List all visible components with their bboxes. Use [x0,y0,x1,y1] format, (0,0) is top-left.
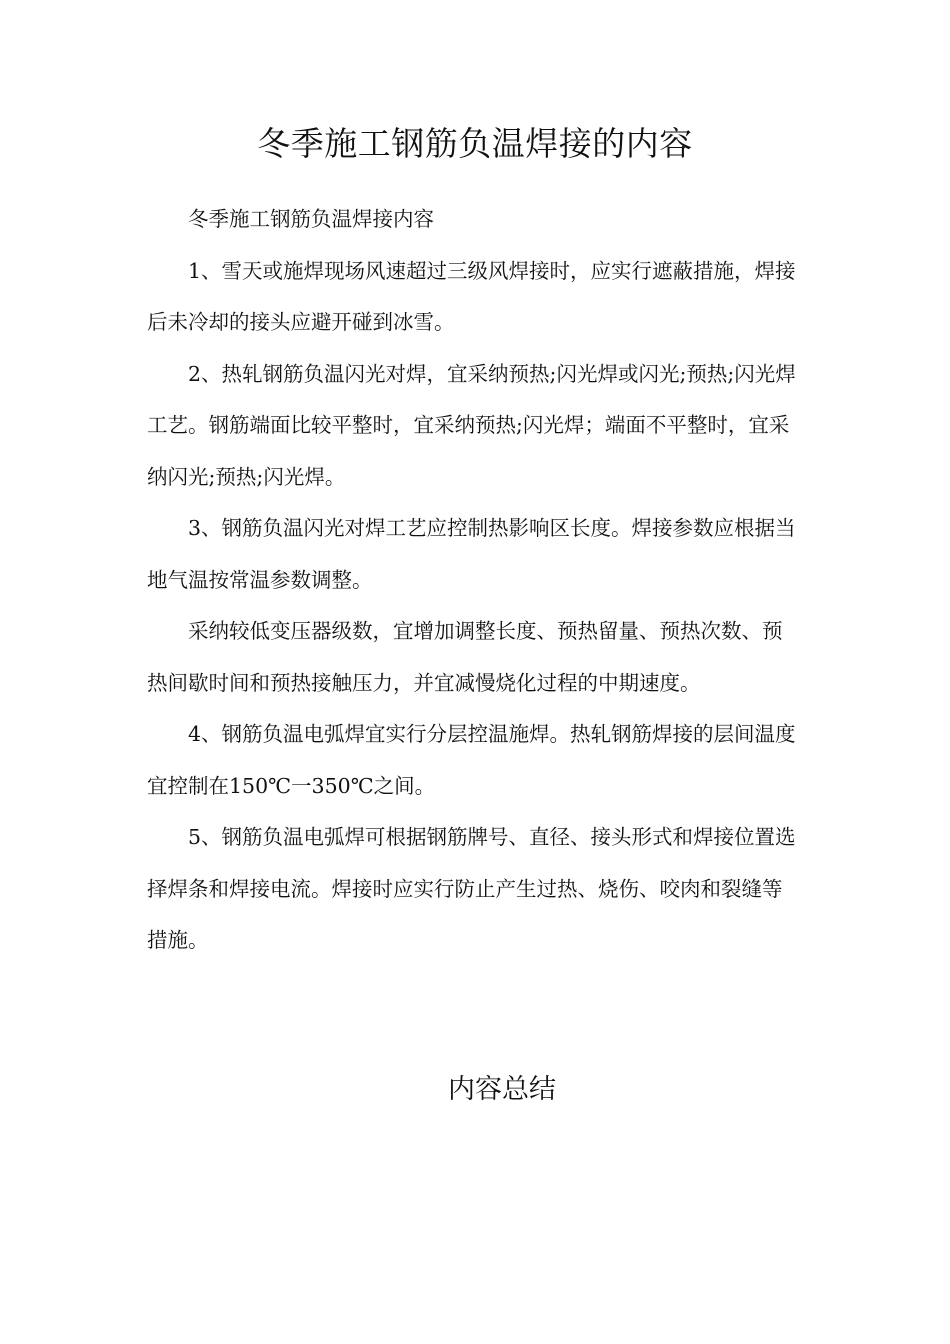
summary-heading: 内容总结 [448,1074,556,1105]
paragraph-item-1: 1、雪天或施焊现场风速超过三级风焊接时，应实行遮蔽措施，焊接后未冷却的接头应避开碰到冰雪。 [147,258,796,334]
paragraph-item-4: 4、钢筋负温电弧焊宜实行分层控温施焊。热轧钢筋焊接的层间温度宜控制在150℃一350℃之间。 [147,722,796,798]
paragraph-item-3: 3、钢筋负温闪光对焊工艺应控制热影响区长度。焊接参数应根据当地气温按常温参数调整。 [147,516,796,592]
document-title: 冬季施工钢筋负温焊接的内容 [257,124,693,163]
paragraph-item-3-continued: 采纳较低变压器级数，宜增加调整长度、预热留量、预热次数、预热间歇时间和预热接触压力，并宜减慢烧化过程的中期速度。 [147,619,783,695]
document-body [147,194,802,967]
paragraph-intro: 冬季施工钢筋负温焊接内容 [188,207,434,231]
paragraph-item-2: 2、热轧钢筋负温闪光对焊，宜采纳预热;闪光焊或闪光;预热;闪光焊工艺。钢筋端面比较平整时，宜采纳预热;闪光焊；端面不平整时，宜采纳闪光;预热;闪光焊。 [147,361,796,489]
paragraph-item-5: 5、钢筋负温电弧焊可根据钢筋牌号、直径、接头形式和焊接位置选择焊条和焊接电流。焊接时应实行防止产生过热、烧伤、咬肉和裂缝等措施。 [147,825,796,952]
